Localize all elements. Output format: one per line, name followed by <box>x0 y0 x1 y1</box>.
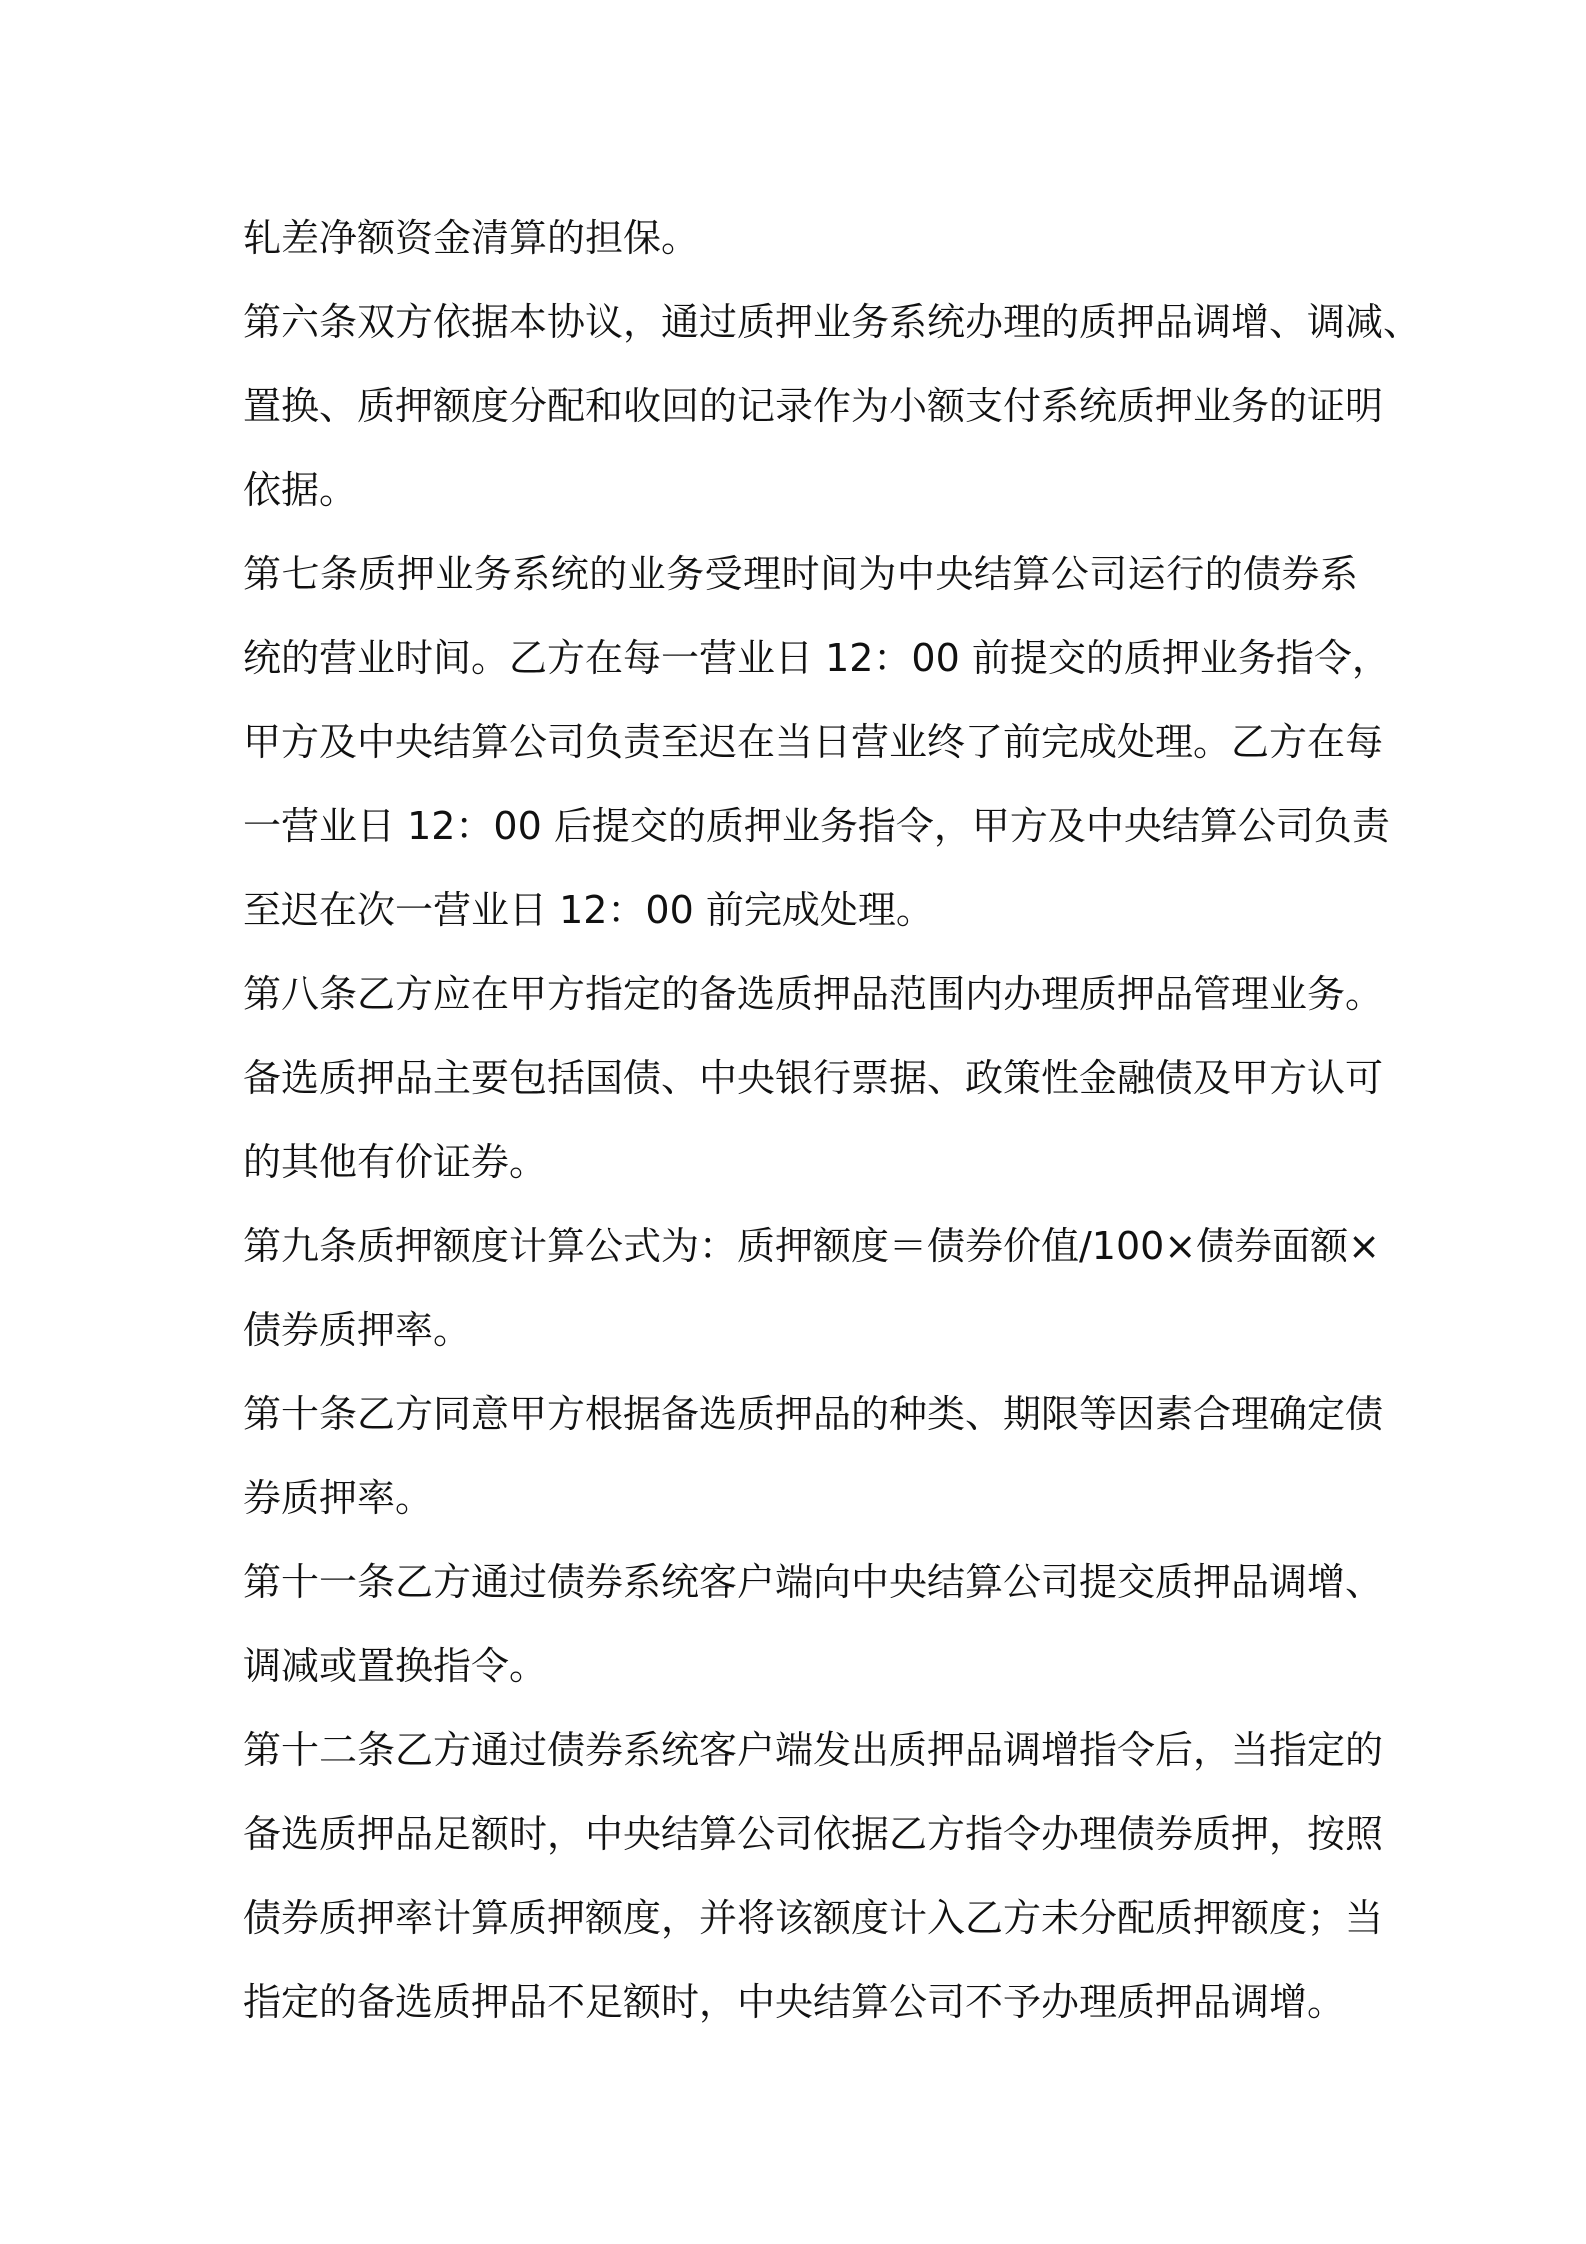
paragraph-line: 依据。 <box>243 468 358 512</box>
paragraph-line: 债券质押率。 <box>243 1308 472 1352</box>
paragraph-line: 第六条双方依据本协议，通过质押业务系统办理的质押品调增、调减、 <box>243 300 1422 344</box>
paragraph-line: 第九条质押额度计算公式为：质押额度＝债券价值/100×债券面额× <box>243 1224 1381 1268</box>
paragraph-line: 调减或置换指令。 <box>243 1644 548 1688</box>
paragraph-line: 指定的备选质押品不足额时，中央结算公司不予办理质押品调增。 <box>243 1980 1346 2024</box>
paragraph-line: 备选质押品足额时，中央结算公司依据乙方指令办理债券质押，按照 <box>243 1812 1384 1856</box>
paragraph-line: 统的营业时间。乙方在每一营业日 12：00 前提交的质押业务指令， <box>243 636 1390 680</box>
paragraph-line: 第八条乙方应在甲方指定的备选质押品范围内办理质押品管理业务。 <box>243 972 1384 1016</box>
paragraph-line: 第七条质押业务系统的业务受理时间为中央结算公司运行的债券系 <box>243 552 1358 596</box>
paragraph-line: 至迟在次一营业日 12：00 前完成处理。 <box>243 888 934 932</box>
paragraph-line: 轧差净额资金清算的担保。 <box>243 216 700 260</box>
paragraph-line: 的其他有价证券。 <box>243 1140 548 1184</box>
paragraph-line: 备选质押品主要包括国债、中央银行票据、政策性金融债及甲方认可 <box>243 1056 1384 1100</box>
paragraph-line: 第十条乙方同意甲方根据备选质押品的种类、期限等因素合理确定债 <box>243 1392 1384 1436</box>
paragraph-line: 券质押率。 <box>243 1476 434 1520</box>
paragraph-line: 置换、质押额度分配和收回的记录作为小额支付系统质押业务的证明 <box>243 384 1384 428</box>
paragraph-line: 甲方及中央结算公司负责至迟在当日营业终了前完成处理。乙方在每 <box>243 720 1384 764</box>
paragraph-line: 一营业日 12：00 后提交的质押业务指令，甲方及中央结算公司负责 <box>243 804 1390 848</box>
paragraph-line: 债券质押率计算质押额度，并将该额度计入乙方未分配质押额度；当 <box>243 1896 1384 1940</box>
document-body <box>243 196 1422 2044</box>
paragraph-line: 第十二条乙方通过债券系统客户端发出质押品调增指令后，当指定的 <box>243 1728 1384 1772</box>
paragraph-line: 第十一条乙方通过债券系统客户端向中央结算公司提交质押品调增、 <box>243 1560 1384 1604</box>
